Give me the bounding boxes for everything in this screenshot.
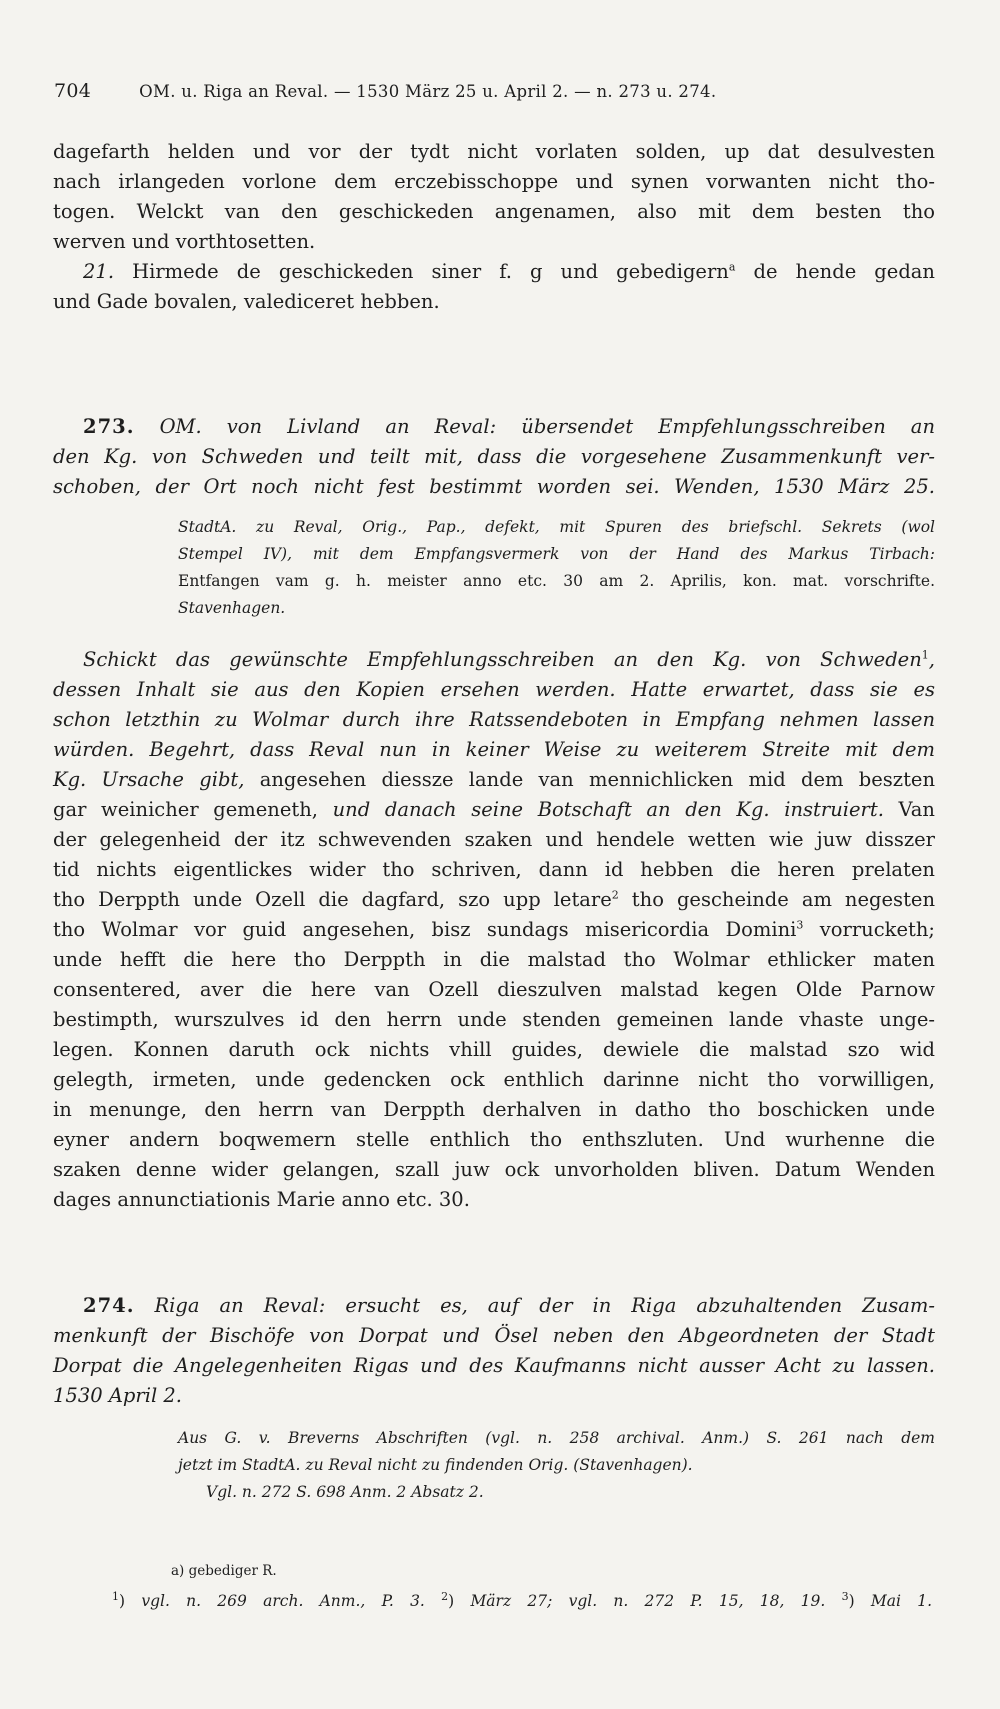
paragraph-21: 21. Hirmede de geschickeden siner f. g und gebedigern$^a$ de hende gedan bbox=[83, 260, 935, 283]
footnotes-row: $^1$) vgl. n. 269 arch. Anm., P. 3. $^2$) März 27; vgl. n. 272 P. 15, 18, 19. $^3$) Mai 1. bbox=[112, 1589, 933, 1610]
doc-273-body: Schickt das gewünschte Empfehlungsschreiben an den Kg. von Schweden$^1$, dessen Inhalt sie aus den Kopien ersehen werden. Hatte erwartet, dass sie es schon letzthin zu Wolmar durch ihre Ratssendeboten in Empfang nehmen lassen würden. Begehrt, dass Reval nun in keiner Weise zu weiterem Streite mit dem Kg. Ursache gibt, angesehen diessze lande van mennichlicken mid dem beszten gar weinicher gemeneth, und danach seine Botschaft an den Kg. instruiert. Van der gelegenheid der itz schwevenden szaken und hendele wetten wie juw disszer tid nichts eigentlickes wider tho schriven, dann id hebben die heren prelaten tho Derppth unde Ozell die dagfard, szo upp letare$^2$ tho gescheinde am negesten tho Wolmar vor guid angesehen, bisz sundags misericordia Domini$^3$ vorrucketh; unde hefft die here tho Derppth in die malstad tho Wolmar ethlicker maten consentered, aver die here van Ozell dieszulven malstad kegen Olde Parnow bestimpth, wurszulves id den herrn unde stenden gemeinen lande vhaste unge- legen. Konnen daruth ock nichts vhill guides, dewiele die malstad szo wid gelegth, irmeten, unde gedencken ock enthlich darinne nicht tho vorwilligen, in menunge, den herrn van Derppth derhalven in datho tho boschicken unde eyner andern boqwemern stelle enthlich tho enthszluten. Und wurhenne die szaken denne wider gelangen, szall juw ock unvorholden bliven. Datum Wenden dages annunctiationis Marie anno etc. 30. bbox=[53, 648, 935, 1211]
doc-274-source: Aus G. v. Breverns Abschriften (vgl. n. 258 archival. Anm.) S. 261 nach dem jetzt im StadtA. zu Reval nicht zu findenden Orig. (Stavenhagen). Vgl. n. 272 S. 698 Anm. 2 Absatz 2. bbox=[178, 1429, 935, 1501]
doc-273-title: 273. OM. von Livland an Reval: übersendet Empfehlungsschreiben an den Kg. von Schweden und teilt mit, dass die vorgesehene Zusammenkunft ver- schoben, der Ort noch nicht fest bestimmt worden sei. Wenden, 1530 März 25. bbox=[53, 415, 935, 498]
doc-274-title: 274. Riga an Reval: ersucht es, auf der in Riga abzuhaltenden Zusam- menkunft der Bischöfe von Dorpat und Ösel neben den Abgeordneten der Stadt Dorpat die Angelegenheiten Rigas und des Kaufmanns nicht ausser Acht zu lassen. 1530 April 2. bbox=[53, 1294, 936, 1407]
doc-273-source: StadtA. zu Reval, Orig., Pap., defekt, mit Spuren des briefschl. Sekrets (wol Stempel IV), mit dem Empfangsvermerk von der Hand des Markus Tirbach: Entfangen vam g. h. meister anno etc. 30 am 2. Aprilis, kon. mat. vorschrifte. Stavenhagen. bbox=[178, 518, 935, 617]
running-header bbox=[54, 80, 934, 102]
text-line: werven und vorthtosetten. bbox=[53, 230, 316, 253]
text-line: togen. Welckt van den geschickeden angenamen, also mit dem besten tho bbox=[53, 200, 935, 223]
page-number: 704 bbox=[54, 80, 92, 102]
text-line: und Gade bovalen, valediceret hebben. bbox=[53, 290, 440, 313]
doc-number: 274. bbox=[83, 1294, 135, 1317]
continued-text bbox=[53, 137, 935, 317]
footnote-a: a) gebediger R. bbox=[171, 1563, 277, 1579]
running-title: OM. u. Riga an Reval. — 1530 März 25 u. April 2. — n. 273 u. 274. bbox=[139, 82, 717, 101]
doc-number: 273. bbox=[83, 415, 135, 438]
text-line: dagefarth helden und vor der tydt nicht vorlaten solden, up dat desulvesten bbox=[53, 140, 935, 163]
paragraph-number: 21. bbox=[83, 260, 115, 283]
text-line: nach irlangeden vorlone dem erczebisschoppe und synen vorwanten nicht tho- bbox=[53, 170, 935, 193]
